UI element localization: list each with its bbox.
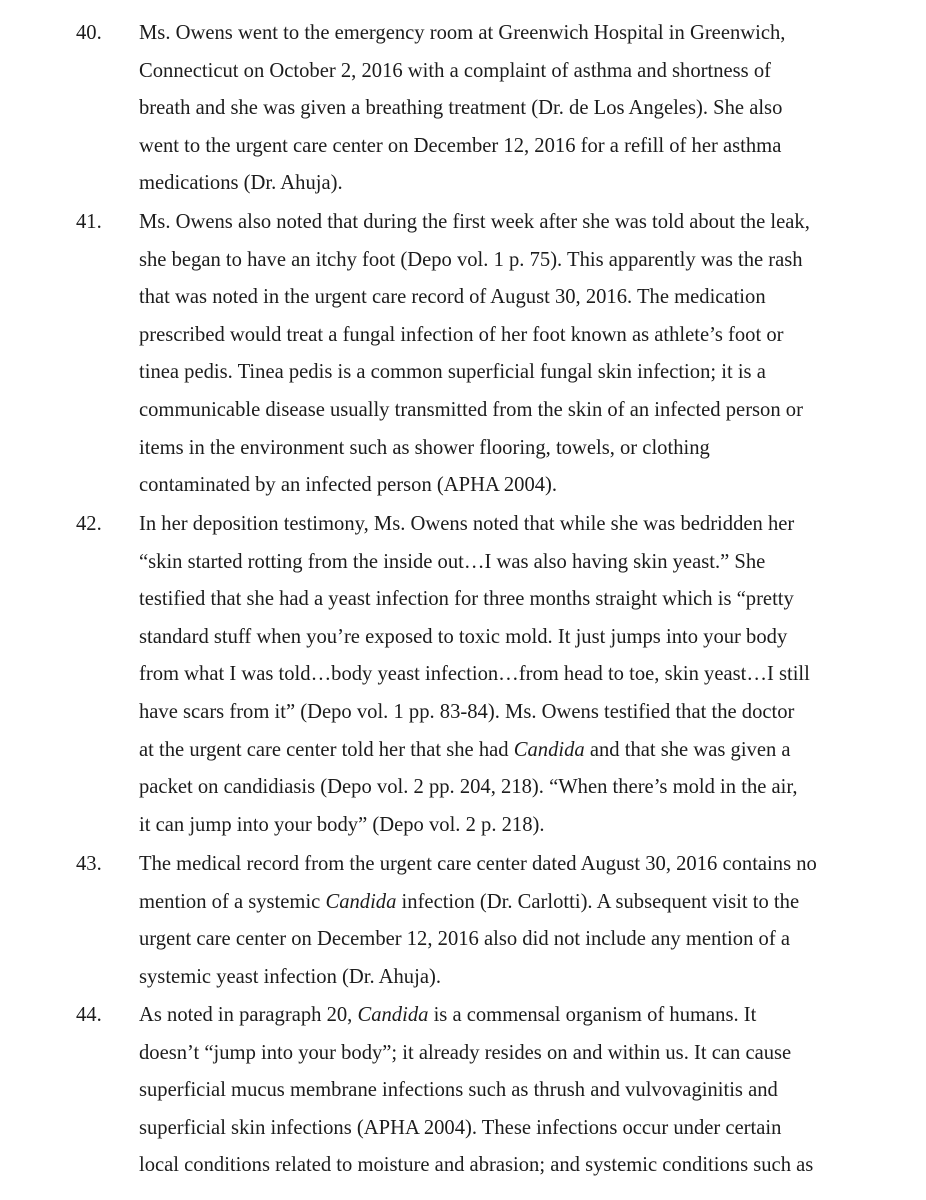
text-line: superficial skin infections (APHA 2004). These infections occur under certain: [139, 1116, 782, 1139]
text-line: doesn’t “jump into your body”; it already resides on and within us. It can cause: [139, 1041, 792, 1064]
paragraph-number: 40.: [76, 22, 102, 44]
text-line: went to the urgent care center on December 12, 2016 for a refill of her asthma: [139, 134, 782, 157]
text-line: packet on candidiasis (Depo vol. 2 pp. 204, 218). “When there’s mold in the air,: [139, 776, 798, 799]
text-line: Ms. Owens also noted that during the first week after she was told about the leak,: [139, 211, 810, 233]
text-line: contaminated by an infected person (APHA 2004).: [139, 474, 558, 497]
paragraph-number: 43.: [76, 853, 102, 875]
text-line: she began to have an itchy foot (Depo vol. 1 p. 75). This apparently was the rash: [139, 248, 803, 271]
text-run: infection (Dr. Carlotti). A subsequent visit to the: [396, 890, 800, 913]
text-line: local conditions related to moisture and abrasion; and systemic conditions such as: [139, 1154, 814, 1177]
text-line: “skin started rotting from the inside out…I was also having skin yeast.” She: [139, 550, 766, 573]
italic-term: Candida: [357, 1004, 429, 1026]
text-line: Connecticut on October 2, 2016 with a complaint of asthma and shortness of: [139, 59, 771, 82]
text-line: [139, 732, 899, 770]
text-line: it can jump into your body” (Depo vol. 2 p. 218).: [139, 813, 545, 836]
paragraph-number: 41.: [76, 211, 102, 233]
paragraph-body: [139, 506, 899, 844]
text-line: medications (Dr. Ahuja).: [139, 172, 343, 195]
text-line: from what I was told…body yeast infection…from head to toe, skin yeast…I still: [139, 663, 810, 686]
paragraph-body: [139, 997, 899, 1185]
text-run: As noted in paragraph 20,: [139, 1004, 358, 1026]
paragraph-body: [139, 846, 899, 996]
text-line: have scars from it” (Depo vol. 1 pp. 83-84). Ms. Owens testified that the doctor: [139, 700, 795, 723]
text-line: testified that she had a yeast infection for three months straight which is “pretty: [139, 588, 794, 611]
paragraph-body: [139, 15, 899, 203]
text-line: The medical record from the urgent care center dated August 30, 2016 contains no: [139, 853, 817, 875]
text-line: tinea pedis. Tinea pedis is a common superficial fungal skin infection; it is a: [139, 361, 766, 384]
text-run: mention of a systemic: [139, 890, 326, 913]
text-line: that was noted in the urgent care record of August 30, 2016. The medication: [139, 286, 766, 309]
text-line: items in the environment such as shower flooring, towels, or clothing: [139, 436, 710, 459]
text-run: is a commensal organism of humans. It: [428, 1004, 757, 1026]
text-run: at the urgent care center told her that she had: [139, 738, 514, 761]
text-line: systemic yeast infection (Dr. Ahuja).: [139, 965, 441, 988]
paragraph-body: [139, 204, 899, 505]
text-run: and that she was given a: [584, 738, 791, 761]
text-line: breath and she was given a breathing treatment (Dr. de Los Angeles). She also: [139, 97, 783, 120]
text-line: urgent care center on December 12, 2016 also did not include any mention of a: [139, 928, 790, 951]
text-line: standard stuff when you’re exposed to toxic mold. It just jumps into your body: [139, 625, 788, 648]
italic-term: Candida: [325, 890, 397, 913]
text-line: Ms. Owens went to the emergency room at Greenwich Hospital in Greenwich,: [139, 22, 786, 44]
text-line: superficial mucus membrane infections such as thrush and vulvovaginitis and: [139, 1079, 778, 1102]
text-line: In her deposition testimony, Ms. Owens noted that while she was bedridden her: [139, 513, 795, 535]
text-line: [139, 884, 899, 922]
italic-term: Candida: [513, 738, 585, 761]
text-line: [139, 997, 899, 1035]
text-line: communicable disease usually transmitted from the skin of an infected person or: [139, 398, 803, 421]
paragraph-number: 44.: [76, 1004, 102, 1026]
text-line: prescribed would treat a fungal infection of her foot known as athlete’s foot or: [139, 323, 784, 346]
paragraph-number: 42.: [76, 513, 102, 535]
